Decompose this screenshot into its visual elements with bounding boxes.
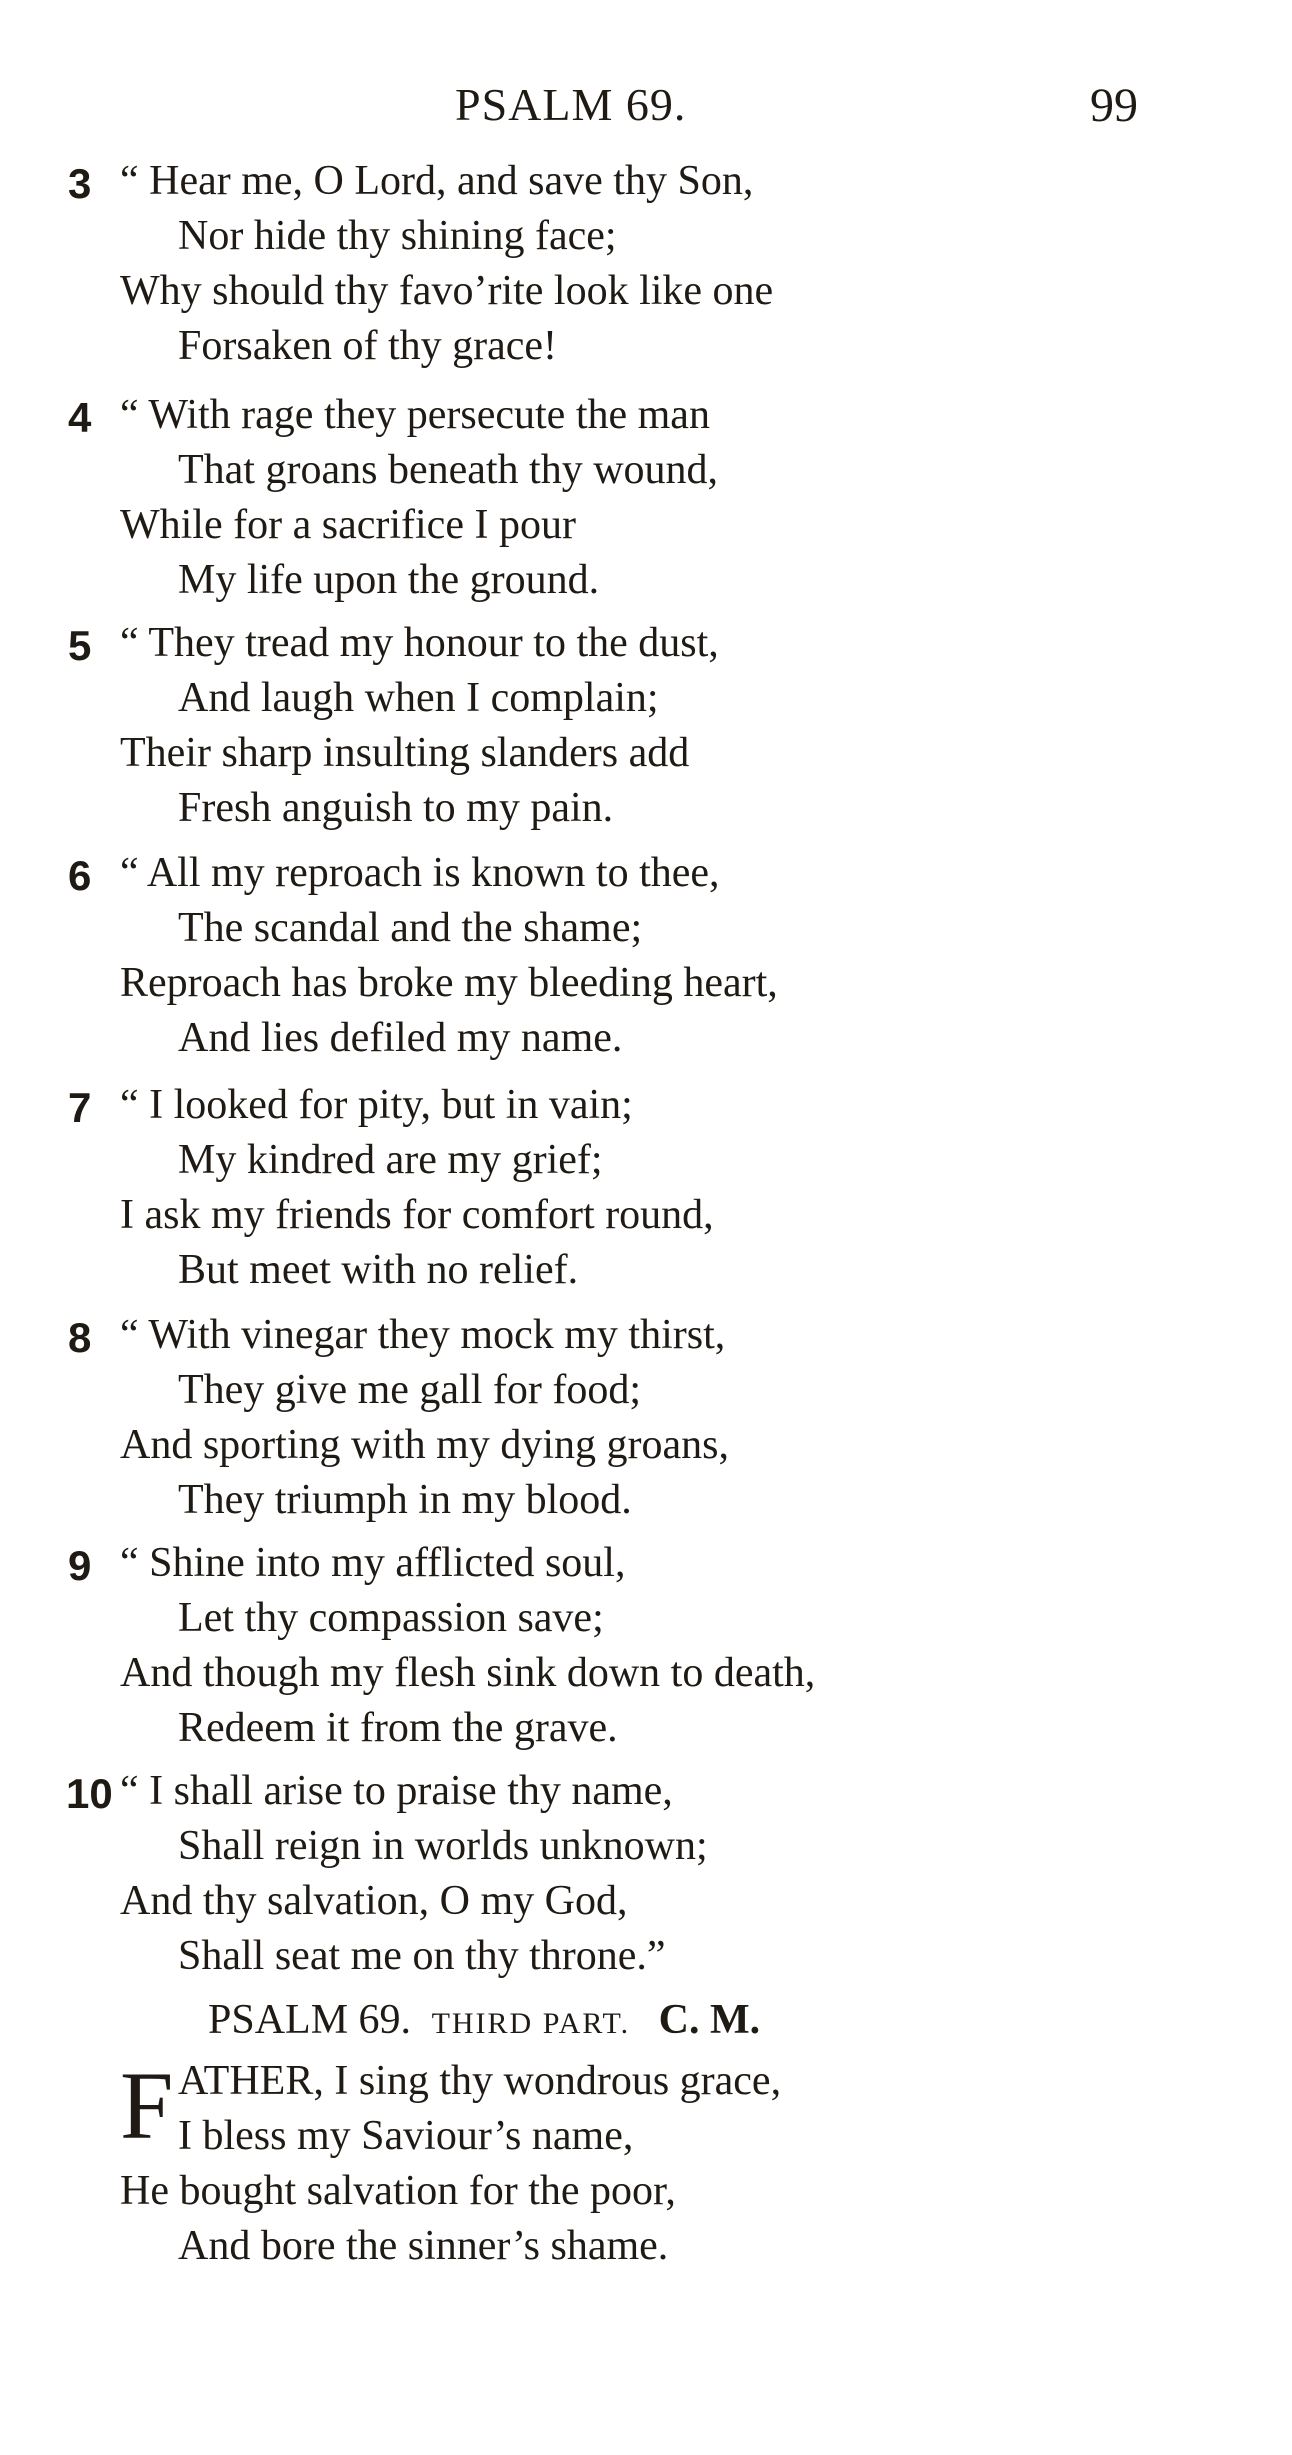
verse-line: I ask my friends for comfort round, (120, 1192, 714, 1238)
stanza-number: 9 (68, 1542, 92, 1589)
verse-line: That groans beneath thy wound, (178, 447, 719, 493)
verse-line: “ They tread my honour to the dust, (120, 620, 719, 666)
verse-line: While for a sacrifice I pour (120, 502, 576, 548)
verse-line: And laugh when I complain; (178, 675, 659, 721)
verse-line: Nor hide thy shining face; (178, 213, 617, 259)
stanza-number: 3 (68, 160, 92, 207)
verse-line: “ I shall arise to praise thy name, (120, 1768, 673, 1814)
page-title: PSALM 69. (455, 79, 687, 130)
verse-line: Fresh anguish to my pain. (178, 785, 614, 831)
verse-line: “ All my reproach is known to thee, (120, 850, 720, 896)
verse-line: And lies defiled my name. (178, 1015, 623, 1061)
verse-line: I bless my Saviour’s name, (178, 2113, 634, 2159)
verse-line: My kindred are my grief; (178, 1137, 603, 1183)
verse-line: “ I looked for pity, but in vain; (120, 1082, 633, 1128)
stanza-number: 6 (68, 852, 92, 899)
verse-line: And thy salvation, O my God, (120, 1878, 628, 1924)
verse-line: The scandal and the shame; (178, 905, 643, 951)
verse-line: “ With rage they persecute the man (120, 392, 710, 438)
verse-line: Reproach has broke my bleeding heart, (120, 960, 778, 1006)
drop-cap: F (120, 2052, 174, 2159)
verse-line: Shall reign in worlds unknown; (178, 1823, 708, 1869)
verse-line: Their sharp insulting slanders add (120, 730, 690, 776)
verse-line: ATHER, I sing thy wondrous grace, (178, 2058, 782, 2104)
stanza-number: 8 (68, 1314, 92, 1361)
stanza-number: 7 (68, 1084, 92, 1131)
verse-line: But meet with no relief. (178, 1247, 579, 1293)
section-meter: C. M. (658, 1997, 761, 2043)
verse-line: He bought salvation for the poor, (120, 2168, 676, 2214)
verse-line: “ Shine into my afflicted soul, (120, 1540, 626, 1586)
verse-line: “ Hear me, O Lord, and save thy Son, (120, 158, 754, 204)
verse-line: And though my flesh sink down to death, (120, 1650, 816, 1696)
verse-line: Forsaken of thy grace! (178, 323, 558, 369)
verse-line: My life upon the ground. (178, 557, 600, 603)
verse-line: Why should thy favo’rite look like one (120, 268, 774, 314)
verse-line: Let thy compassion save; (178, 1595, 604, 1641)
verse-line: And sporting with my dying groans, (120, 1422, 729, 1468)
verse-line: They triumph in my blood. (178, 1477, 632, 1523)
page-number: 99 (1090, 79, 1138, 132)
section-heading (208, 1996, 760, 2044)
verse-line: Redeem it from the grave. (178, 1705, 618, 1751)
stanza-number: 5 (68, 622, 92, 669)
verse-line: Shall seat me on thy throne.” (178, 1933, 666, 1979)
section-part: THIRD PART. (431, 2007, 631, 2040)
section-title: PSALM 69. (208, 1997, 412, 2043)
running-header (0, 78, 1292, 138)
stanza-number: 4 (68, 394, 92, 441)
verse-line: “ With vinegar they mock my thirst, (120, 1312, 726, 1358)
verse-line: And bore the sinner’s shame. (178, 2223, 669, 2269)
stanza-number: 10 (66, 1770, 113, 1817)
verse-line: They give me gall for food; (178, 1367, 642, 1413)
